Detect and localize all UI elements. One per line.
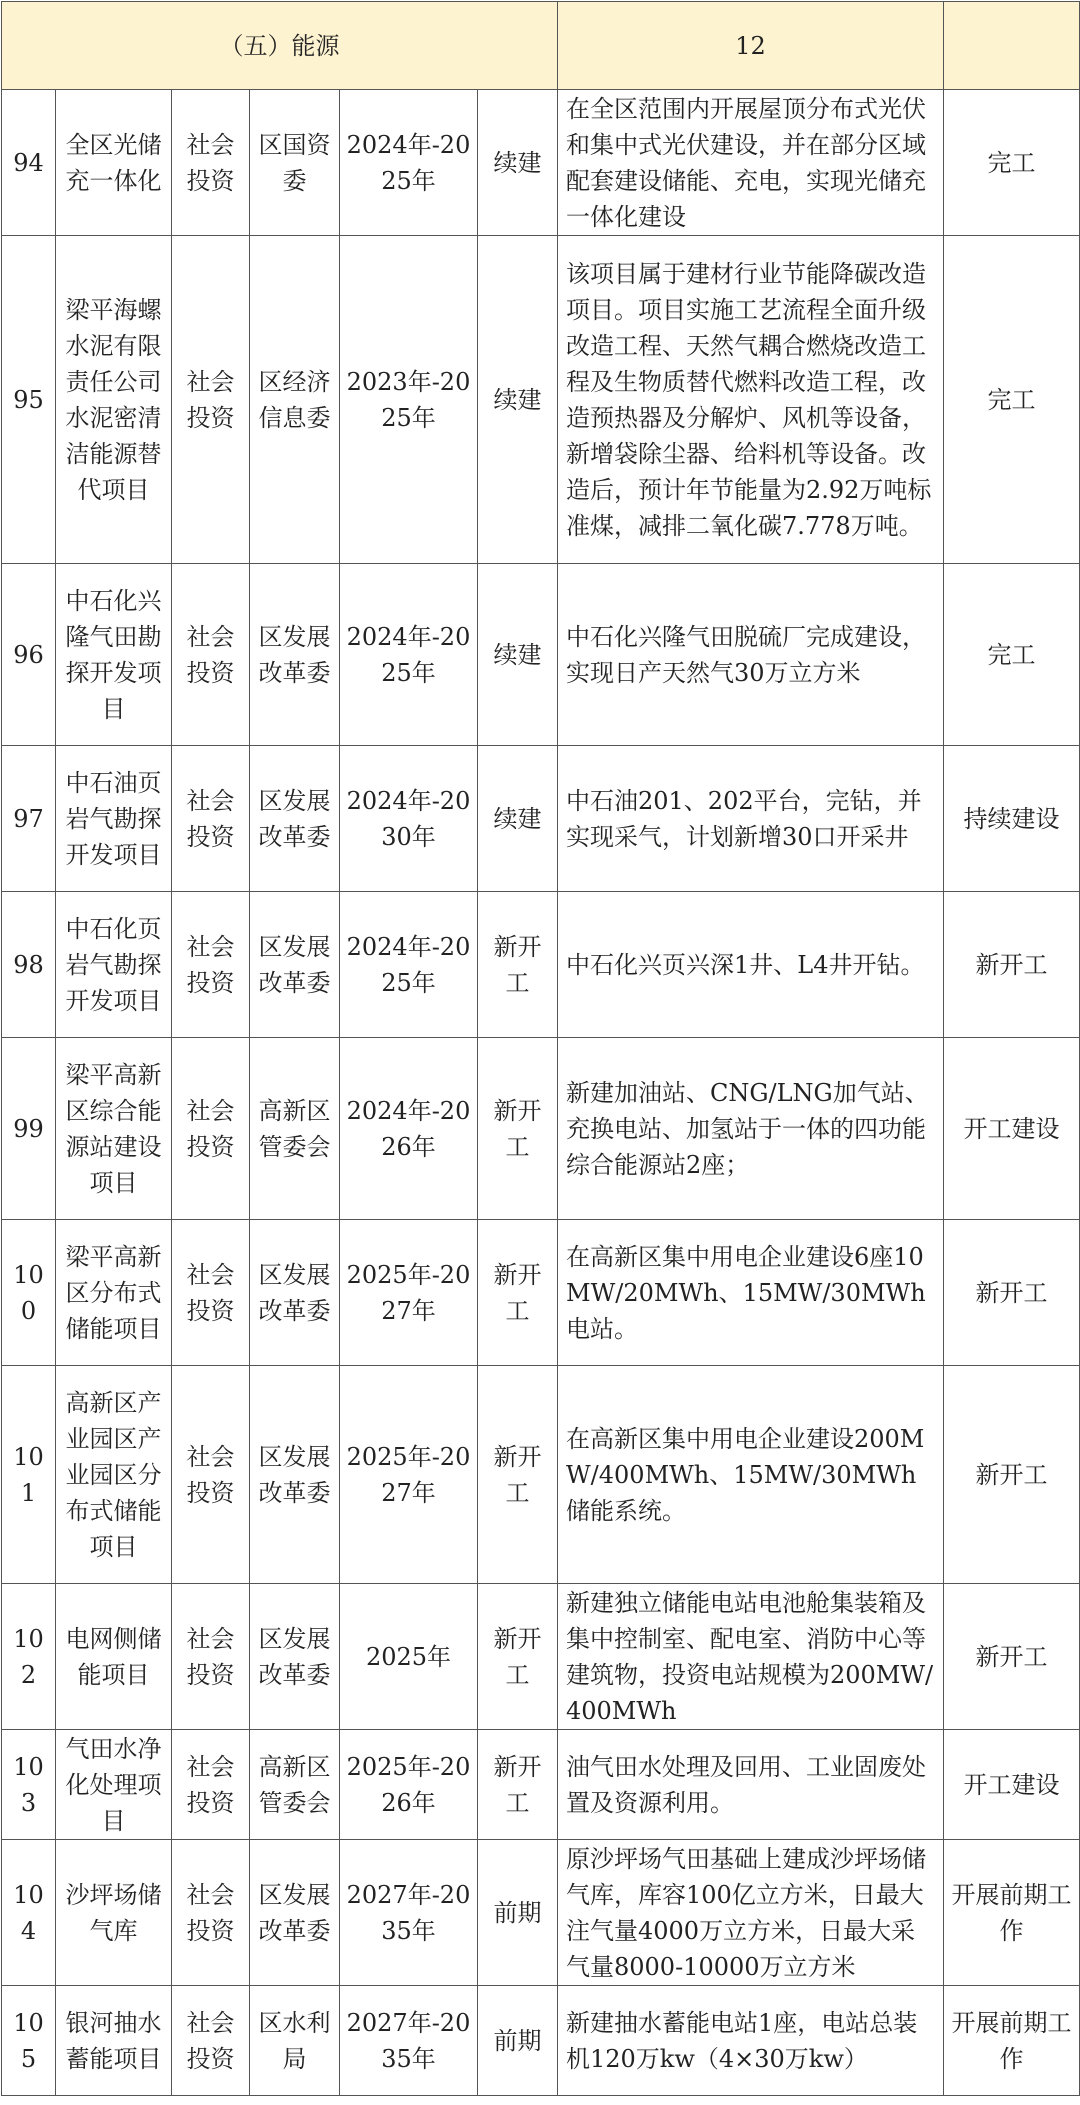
table-row bbox=[2, 1038, 1080, 1220]
construction-period: 2027年-2035年 bbox=[340, 1840, 478, 1986]
construction-period: 2024年-2030年 bbox=[340, 746, 478, 892]
investment-type: 社会投资 bbox=[172, 1366, 250, 1584]
construction-period: 2024年-2025年 bbox=[340, 892, 478, 1038]
annual-target: 开展前期工作 bbox=[944, 1986, 1080, 2096]
investment-type: 社会投资 bbox=[172, 746, 250, 892]
responsible-unit: 高新区管委会 bbox=[250, 1038, 340, 1220]
section-header-row bbox=[2, 2, 1080, 90]
construction-content: 新建抽水蓄能电站1座，电站总装机120万kw（4×30万kw） bbox=[558, 1986, 944, 2096]
project-name: 梁平高新区分布式储能项目 bbox=[56, 1220, 172, 1366]
construction-period: 2023年-2025年 bbox=[340, 236, 478, 564]
project-status: 新开工 bbox=[478, 1584, 558, 1730]
responsible-unit: 区发展改革委 bbox=[250, 1366, 340, 1584]
construction-period: 2024年-2025年 bbox=[340, 564, 478, 746]
table-row bbox=[2, 746, 1080, 892]
table-row bbox=[2, 1220, 1080, 1366]
row-number: 98 bbox=[2, 892, 56, 1038]
construction-period: 2027年-2035年 bbox=[340, 1986, 478, 2096]
project-name: 高新区产业园区产业园区分布式储能项目 bbox=[56, 1366, 172, 1584]
investment-type: 社会投资 bbox=[172, 564, 250, 746]
annual-target: 完工 bbox=[944, 236, 1080, 564]
responsible-unit: 区水利局 bbox=[250, 1986, 340, 2096]
investment-type: 社会投资 bbox=[172, 892, 250, 1038]
row-number: 104 bbox=[2, 1840, 56, 1986]
section-title: （五）能源 bbox=[2, 2, 558, 90]
annual-target: 开工建设 bbox=[944, 1730, 1080, 1840]
project-name: 气田水净化处理项目 bbox=[56, 1730, 172, 1840]
table-row bbox=[2, 236, 1080, 564]
section-header-empty bbox=[944, 2, 1080, 90]
row-number: 102 bbox=[2, 1584, 56, 1730]
responsible-unit: 区发展改革委 bbox=[250, 1584, 340, 1730]
construction-period: 2025年-2026年 bbox=[340, 1730, 478, 1840]
responsible-unit: 高新区管委会 bbox=[250, 1730, 340, 1840]
construction-content: 中石化兴页兴深1井、L4井开钻。 bbox=[558, 892, 944, 1038]
table-row bbox=[2, 892, 1080, 1038]
annual-target: 新开工 bbox=[944, 892, 1080, 1038]
construction-content: 新建独立储能电站电池舱集装箱及集中控制室、配电室、消防中心等建筑物，投资电站规模为200MW/400MWh bbox=[558, 1584, 944, 1730]
project-status: 新开工 bbox=[478, 1038, 558, 1220]
project-status: 续建 bbox=[478, 746, 558, 892]
annual-target: 完工 bbox=[944, 564, 1080, 746]
investment-type: 社会投资 bbox=[172, 90, 250, 236]
table-row bbox=[2, 1840, 1080, 1986]
investment-type: 社会投资 bbox=[172, 1730, 250, 1840]
construction-period: 2024年-2025年 bbox=[340, 90, 478, 236]
construction-content: 在高新区集中用电企业建设200MW/400MWh、15MW/30MWh储能系统。 bbox=[558, 1366, 944, 1584]
project-name: 全区光储充一体化 bbox=[56, 90, 172, 236]
project-status: 新开工 bbox=[478, 1730, 558, 1840]
construction-content: 该项目属于建材行业节能降碳改造项目。项目实施工艺流程全面升级改造工程、天然气耦合燃烧改造工程及生物质替代燃料改造工程，改造预热器及分解炉、风机等设备，新增袋除尘器、给料机等设备。改造后，预计年节能量为2.92万吨标准煤，减排二氧化碳7.778万吨。 bbox=[558, 236, 944, 564]
section-count: 12 bbox=[558, 2, 944, 90]
construction-content: 中石化兴隆气田脱硫厂完成建设，实现日产天然气30万立方米 bbox=[558, 564, 944, 746]
project-status: 前期 bbox=[478, 1986, 558, 2096]
table-row bbox=[2, 1584, 1080, 1730]
construction-period: 2025年 bbox=[340, 1584, 478, 1730]
construction-content: 原沙坪场气田基础上建成沙坪场储气库，库容100亿立方米，日最大注气量4000万立方米，日最大采气量8000-10000万立方米 bbox=[558, 1840, 944, 1986]
annual-target: 开展前期工作 bbox=[944, 1840, 1080, 1986]
project-name: 梁平海螺水泥有限责任公司水泥密清洁能源替代项目 bbox=[56, 236, 172, 564]
investment-type: 社会投资 bbox=[172, 1038, 250, 1220]
responsible-unit: 区经济信息委 bbox=[250, 236, 340, 564]
construction-period: 2025年-2027年 bbox=[340, 1220, 478, 1366]
investment-type: 社会投资 bbox=[172, 1986, 250, 2096]
project-name: 沙坪场储气库 bbox=[56, 1840, 172, 1986]
table-row bbox=[2, 1986, 1080, 2096]
project-name: 中石油页岩气勘探开发项目 bbox=[56, 746, 172, 892]
responsible-unit: 区发展改革委 bbox=[250, 564, 340, 746]
project-name: 中石化兴隆气田勘探开发项目 bbox=[56, 564, 172, 746]
project-name: 中石化页岩气勘探开发项目 bbox=[56, 892, 172, 1038]
construction-period: 2025年-2027年 bbox=[340, 1366, 478, 1584]
row-number: 100 bbox=[2, 1220, 56, 1366]
project-status: 前期 bbox=[478, 1840, 558, 1986]
construction-period: 2024年-2026年 bbox=[340, 1038, 478, 1220]
row-number: 103 bbox=[2, 1730, 56, 1840]
annual-target: 新开工 bbox=[944, 1220, 1080, 1366]
annual-target: 开工建设 bbox=[944, 1038, 1080, 1220]
project-status: 新开工 bbox=[478, 892, 558, 1038]
investment-type: 社会投资 bbox=[172, 1220, 250, 1366]
construction-content: 中石油201、202平台，完钻，并实现采气，计划新增30口开采井 bbox=[558, 746, 944, 892]
annual-target: 新开工 bbox=[944, 1584, 1080, 1730]
project-status: 续建 bbox=[478, 90, 558, 236]
construction-content: 在全区范围内开展屋顶分布式光伏和集中式光伏建设，并在部分区域配套建设储能、充电，实现光储充一体化建设 bbox=[558, 90, 944, 236]
table-row bbox=[2, 564, 1080, 746]
responsible-unit: 区发展改革委 bbox=[250, 746, 340, 892]
table-row bbox=[2, 90, 1080, 236]
project-name: 银河抽水蓄能项目 bbox=[56, 1986, 172, 2096]
annual-target: 新开工 bbox=[944, 1366, 1080, 1584]
row-number: 94 bbox=[2, 90, 56, 236]
responsible-unit: 区发展改革委 bbox=[250, 892, 340, 1038]
investment-type: 社会投资 bbox=[172, 236, 250, 564]
row-number: 97 bbox=[2, 746, 56, 892]
row-number: 101 bbox=[2, 1366, 56, 1584]
table-row bbox=[2, 1730, 1080, 1840]
project-status: 新开工 bbox=[478, 1220, 558, 1366]
table-row bbox=[2, 1366, 1080, 1584]
project-name: 梁平高新区综合能源站建设项目 bbox=[56, 1038, 172, 1220]
responsible-unit: 区发展改革委 bbox=[250, 1220, 340, 1366]
row-number: 99 bbox=[2, 1038, 56, 1220]
investment-type: 社会投资 bbox=[172, 1840, 250, 1986]
construction-content: 在高新区集中用电企业建设6座10MW/20MWh、15MW/30MWh电站。 bbox=[558, 1220, 944, 1366]
construction-content: 油气田水处理及回用、工业固废处置及资源利用。 bbox=[558, 1730, 944, 1840]
responsible-unit: 区发展改革委 bbox=[250, 1840, 340, 1986]
project-name: 电网侧储能项目 bbox=[56, 1584, 172, 1730]
project-status: 新开工 bbox=[478, 1366, 558, 1584]
investment-type: 社会投资 bbox=[172, 1584, 250, 1730]
row-number: 105 bbox=[2, 1986, 56, 2096]
annual-target: 持续建设 bbox=[944, 746, 1080, 892]
construction-content: 新建加油站、CNG/LNG加气站、充换电站、加氢站于一体的四功能综合能源站2座； bbox=[558, 1038, 944, 1220]
responsible-unit: 区国资委 bbox=[250, 90, 340, 236]
project-status: 续建 bbox=[478, 564, 558, 746]
row-number: 96 bbox=[2, 564, 56, 746]
annual-target: 完工 bbox=[944, 90, 1080, 236]
energy-projects-table bbox=[1, 1, 1080, 2096]
row-number: 95 bbox=[2, 236, 56, 564]
project-status: 续建 bbox=[478, 236, 558, 564]
